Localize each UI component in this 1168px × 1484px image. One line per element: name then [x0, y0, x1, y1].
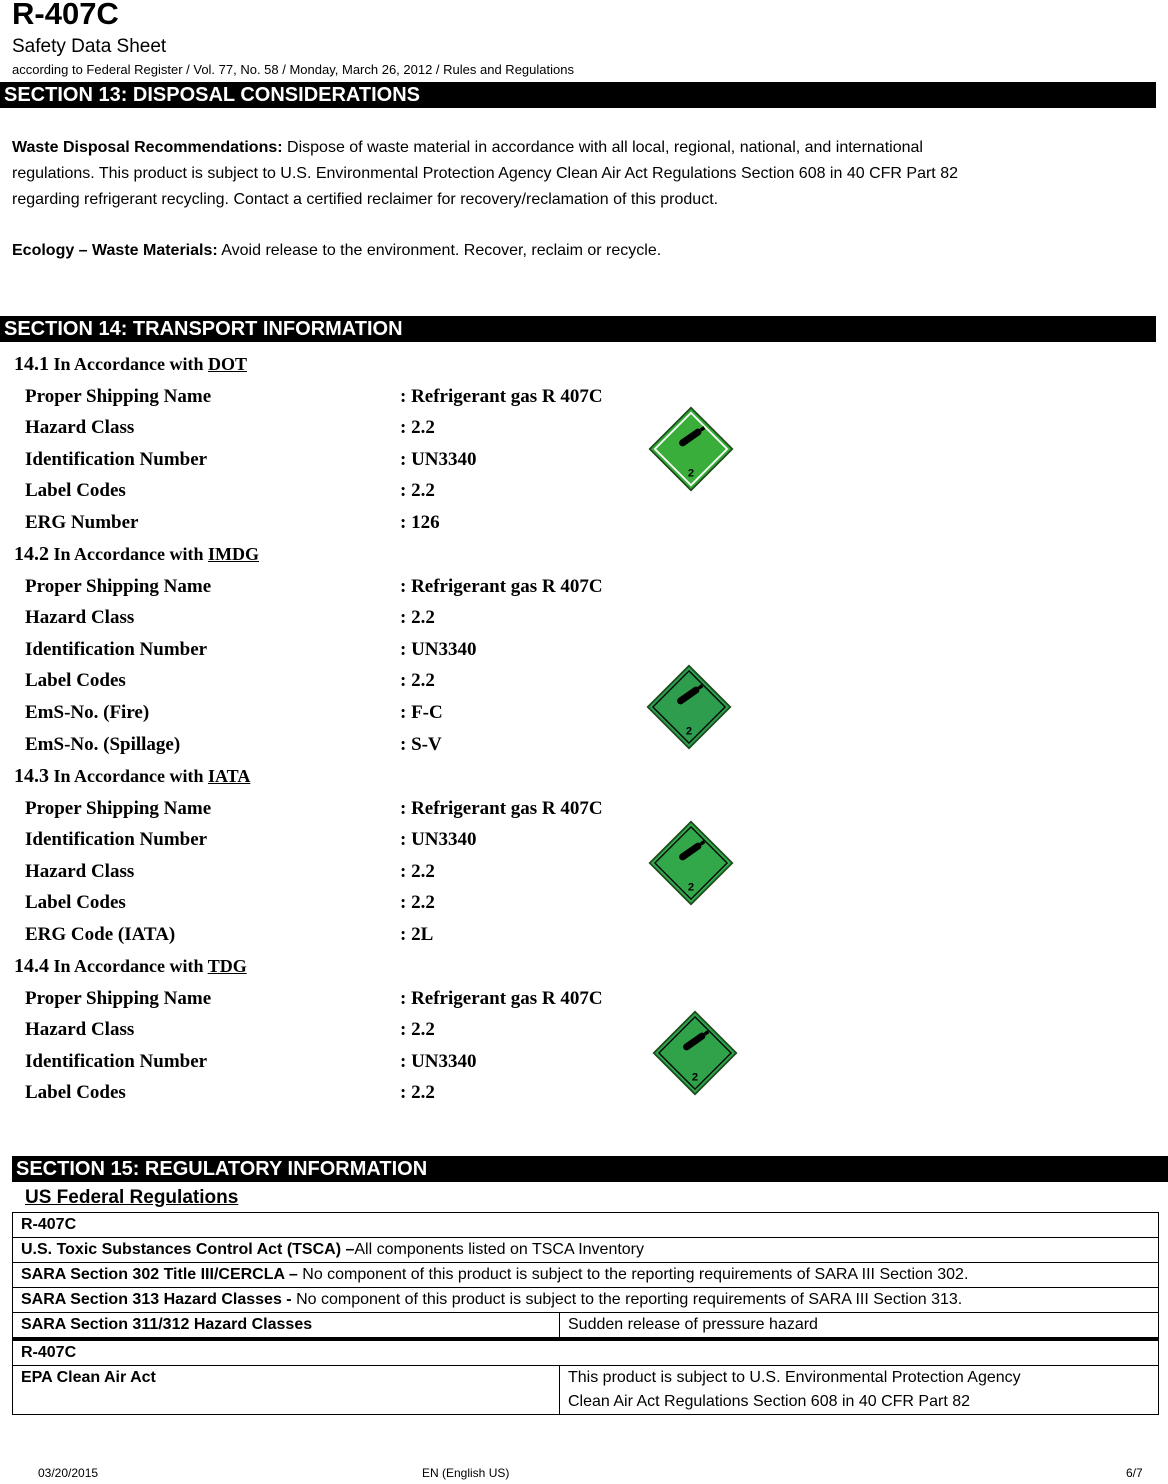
section-15-header: SECTION 15: REGULATORY INFORMATION	[12, 1156, 1168, 1182]
ecology-label: Ecology – Waste Materials:	[12, 242, 218, 259]
transport-field-label: Hazard Class	[25, 860, 135, 882]
transport-field-value: : UN3340	[400, 448, 477, 470]
subsection-agency: IATA	[208, 766, 251, 786]
transport-subsection-dot	[14, 352, 247, 376]
subsection-heading: In Accordance with	[53, 956, 204, 976]
ecology-paragraph	[12, 238, 1132, 264]
sara-302-cell	[13, 1263, 1159, 1288]
transport-field-label: Proper Shipping Name	[25, 385, 212, 407]
transport-field-label: EmS-No. (Fire)	[25, 702, 150, 723]
sara-311-value: Sudden release of pressure hazard	[560, 1313, 1159, 1340]
subsection-heading: In Accordance with	[53, 544, 204, 564]
transport-field-label: Proper Shipping Name	[25, 987, 212, 1009]
transport-field-label: Hazard Class	[25, 1019, 135, 1041]
hazard-placard-tdg	[652, 1010, 738, 1096]
transport-field-value: : 2.2	[400, 417, 435, 439]
product-name-cell: R-407C	[13, 1339, 1159, 1366]
subsection-number: 14.4	[14, 955, 49, 977]
transport-field-label: Identification Number	[25, 638, 208, 660]
section-14-header: SECTION 14: TRANSPORT INFORMATION	[0, 316, 1156, 342]
transport-field-label: Label Codes	[25, 670, 126, 692]
table-row	[13, 1339, 1159, 1366]
subsection-number: 14.3	[14, 765, 49, 787]
subsection-agency: TDG	[207, 956, 247, 976]
table-row	[13, 1366, 1159, 1415]
transport-field-value: : Refrigerant gas R 407C	[400, 385, 603, 407]
transport-field-value: : 2.2	[400, 1082, 435, 1104]
regulation-reference: according to Federal Register / Vol. 77, No. 58 / Monday, March 26, 2012 / Rules and Regulations	[12, 62, 574, 77]
subsection-heading: In Accordance with	[53, 354, 204, 374]
product-name-cell: R-407C	[13, 1213, 1159, 1238]
placard-class-number: 2	[687, 881, 695, 894]
transport-field-value: : UN3340	[400, 1050, 477, 1072]
hazard-placard-dot	[648, 406, 734, 492]
subsection-number: 14.1	[14, 353, 49, 375]
epa-text-1: This product is subject to U.S. Environmental Protection Agency	[568, 1369, 1021, 1386]
transport-field-value: : UN3340	[400, 829, 477, 851]
transport-field-value: : 126	[400, 512, 440, 533]
transport-field-value: : S-V	[400, 733, 442, 755]
transport-field-label: Identification Number	[25, 448, 208, 470]
sara-313-text: No component of this product is subject to the reporting requirements of SARA III Section 313.	[291, 1291, 963, 1308]
placard-class-number: 2	[687, 467, 695, 480]
epa-text-2: Clean Air Act Regulations Section 608 in 40 CFR Part 82	[568, 1393, 970, 1410]
placard-class-number: 2	[685, 725, 693, 738]
subsection-agency: DOT	[208, 354, 248, 374]
transport-field-label: Hazard Class	[25, 417, 135, 439]
table-row	[13, 1313, 1159, 1340]
transport-field-label: EmS-No. (Spillage)	[25, 733, 181, 755]
transport-subsection-iata	[14, 764, 250, 788]
transport-field-value: : 2.2	[400, 1019, 435, 1041]
transport-field-label: ERG Number	[25, 512, 139, 533]
transport-subsection-tdg	[14, 954, 247, 978]
transport-field-label: Proper Shipping Name	[25, 797, 212, 819]
transport-field-label: Proper Shipping Name	[25, 575, 212, 597]
subsection-heading: In Accordance with	[53, 766, 204, 786]
regulatory-table	[12, 1212, 1159, 1415]
table-row	[13, 1213, 1159, 1238]
product-title: R-407C	[12, 0, 119, 31]
us-federal-regulations-heading: US Federal Regulations	[25, 1187, 239, 1208]
sara-313-label: SARA Section 313 Hazard Classes -	[21, 1291, 292, 1308]
table-row	[13, 1288, 1159, 1313]
hazard-placard-imdg	[646, 664, 732, 750]
sara-313-cell	[13, 1288, 1159, 1313]
transport-field-label: Hazard Class	[25, 607, 135, 629]
subsection-number: 14.2	[14, 543, 49, 565]
waste-disposal-text-2: regulations. This product is subject to U.S. Environmental Protection Agency Clean Air Act Regulations Section 608 in 40 CFR Part 82	[12, 165, 958, 182]
waste-disposal-paragraph	[12, 135, 1132, 213]
footer-date: 03/20/2015	[38, 1466, 99, 1480]
transport-field-value: : 2L	[400, 924, 434, 945]
tsca-text: All components listed on TSCA Inventory	[354, 1241, 645, 1258]
table-row	[13, 1238, 1159, 1263]
section-13-header: SECTION 13: DISPOSAL CONSIDERATIONS	[0, 82, 1156, 108]
sara-302-label: SARA Section 302 Title III/CERCLA –	[21, 1266, 298, 1283]
footer-language: EN (English US)	[422, 1466, 510, 1480]
epa-clean-air-act-label: EPA Clean Air Act	[13, 1366, 560, 1415]
transport-field-value: : UN3340	[400, 638, 477, 660]
epa-clean-air-act-value	[560, 1366, 1159, 1415]
sara-302-text: No component of this product is subject to the reporting requirements of SARA III Section 302.	[297, 1266, 969, 1283]
transport-field-value: : 2.2	[400, 607, 435, 629]
transport-field-value: : 2.2	[400, 480, 435, 502]
ecology-text: Avoid release to the environment. Recover, reclaim or recycle.	[221, 242, 662, 259]
transport-field-label: Label Codes	[25, 1082, 126, 1104]
transport-field-value: : Refrigerant gas R 407C	[400, 987, 603, 1009]
transport-field-value: : Refrigerant gas R 407C	[400, 575, 603, 597]
waste-disposal-text-3: regarding refrigerant recycling. Contact a certified reclaimer for recovery/reclamation of this product.	[12, 191, 719, 208]
transport-field-label: Identification Number	[25, 1050, 208, 1072]
waste-disposal-label: Waste Disposal Recommendations:	[12, 139, 283, 156]
transport-subsection-imdg	[14, 542, 259, 566]
transport-field-label: Label Codes	[25, 480, 126, 502]
transport-field-value: : 2.2	[400, 892, 435, 914]
transport-field-value: : 2.2	[400, 860, 435, 882]
transport-field-label: Label Codes	[25, 892, 126, 914]
table-row	[13, 1263, 1159, 1288]
transport-field-value: : 2.2	[400, 670, 435, 692]
waste-disposal-text-1: Dispose of waste material in accordance with all local, regional, national, and international	[287, 139, 923, 156]
subsection-agency: IMDG	[208, 544, 259, 564]
tsca-cell	[13, 1238, 1159, 1263]
tsca-label: U.S. Toxic Substances Control Act (TSCA) –	[21, 1241, 355, 1258]
transport-field-label: ERG Code (IATA)	[25, 924, 176, 945]
transport-field-value: : F-C	[400, 702, 443, 723]
transport-field-value: : Refrigerant gas R 407C	[400, 797, 603, 819]
document-type: Safety Data Sheet	[12, 36, 167, 57]
transport-field-label: Identification Number	[25, 829, 208, 851]
footer-page-number: 6/7	[1126, 1466, 1143, 1480]
sara-311-label: SARA Section 311/312 Hazard Classes	[13, 1313, 560, 1340]
placard-class-number: 2	[691, 1071, 699, 1084]
hazard-placard-iata	[648, 820, 734, 906]
